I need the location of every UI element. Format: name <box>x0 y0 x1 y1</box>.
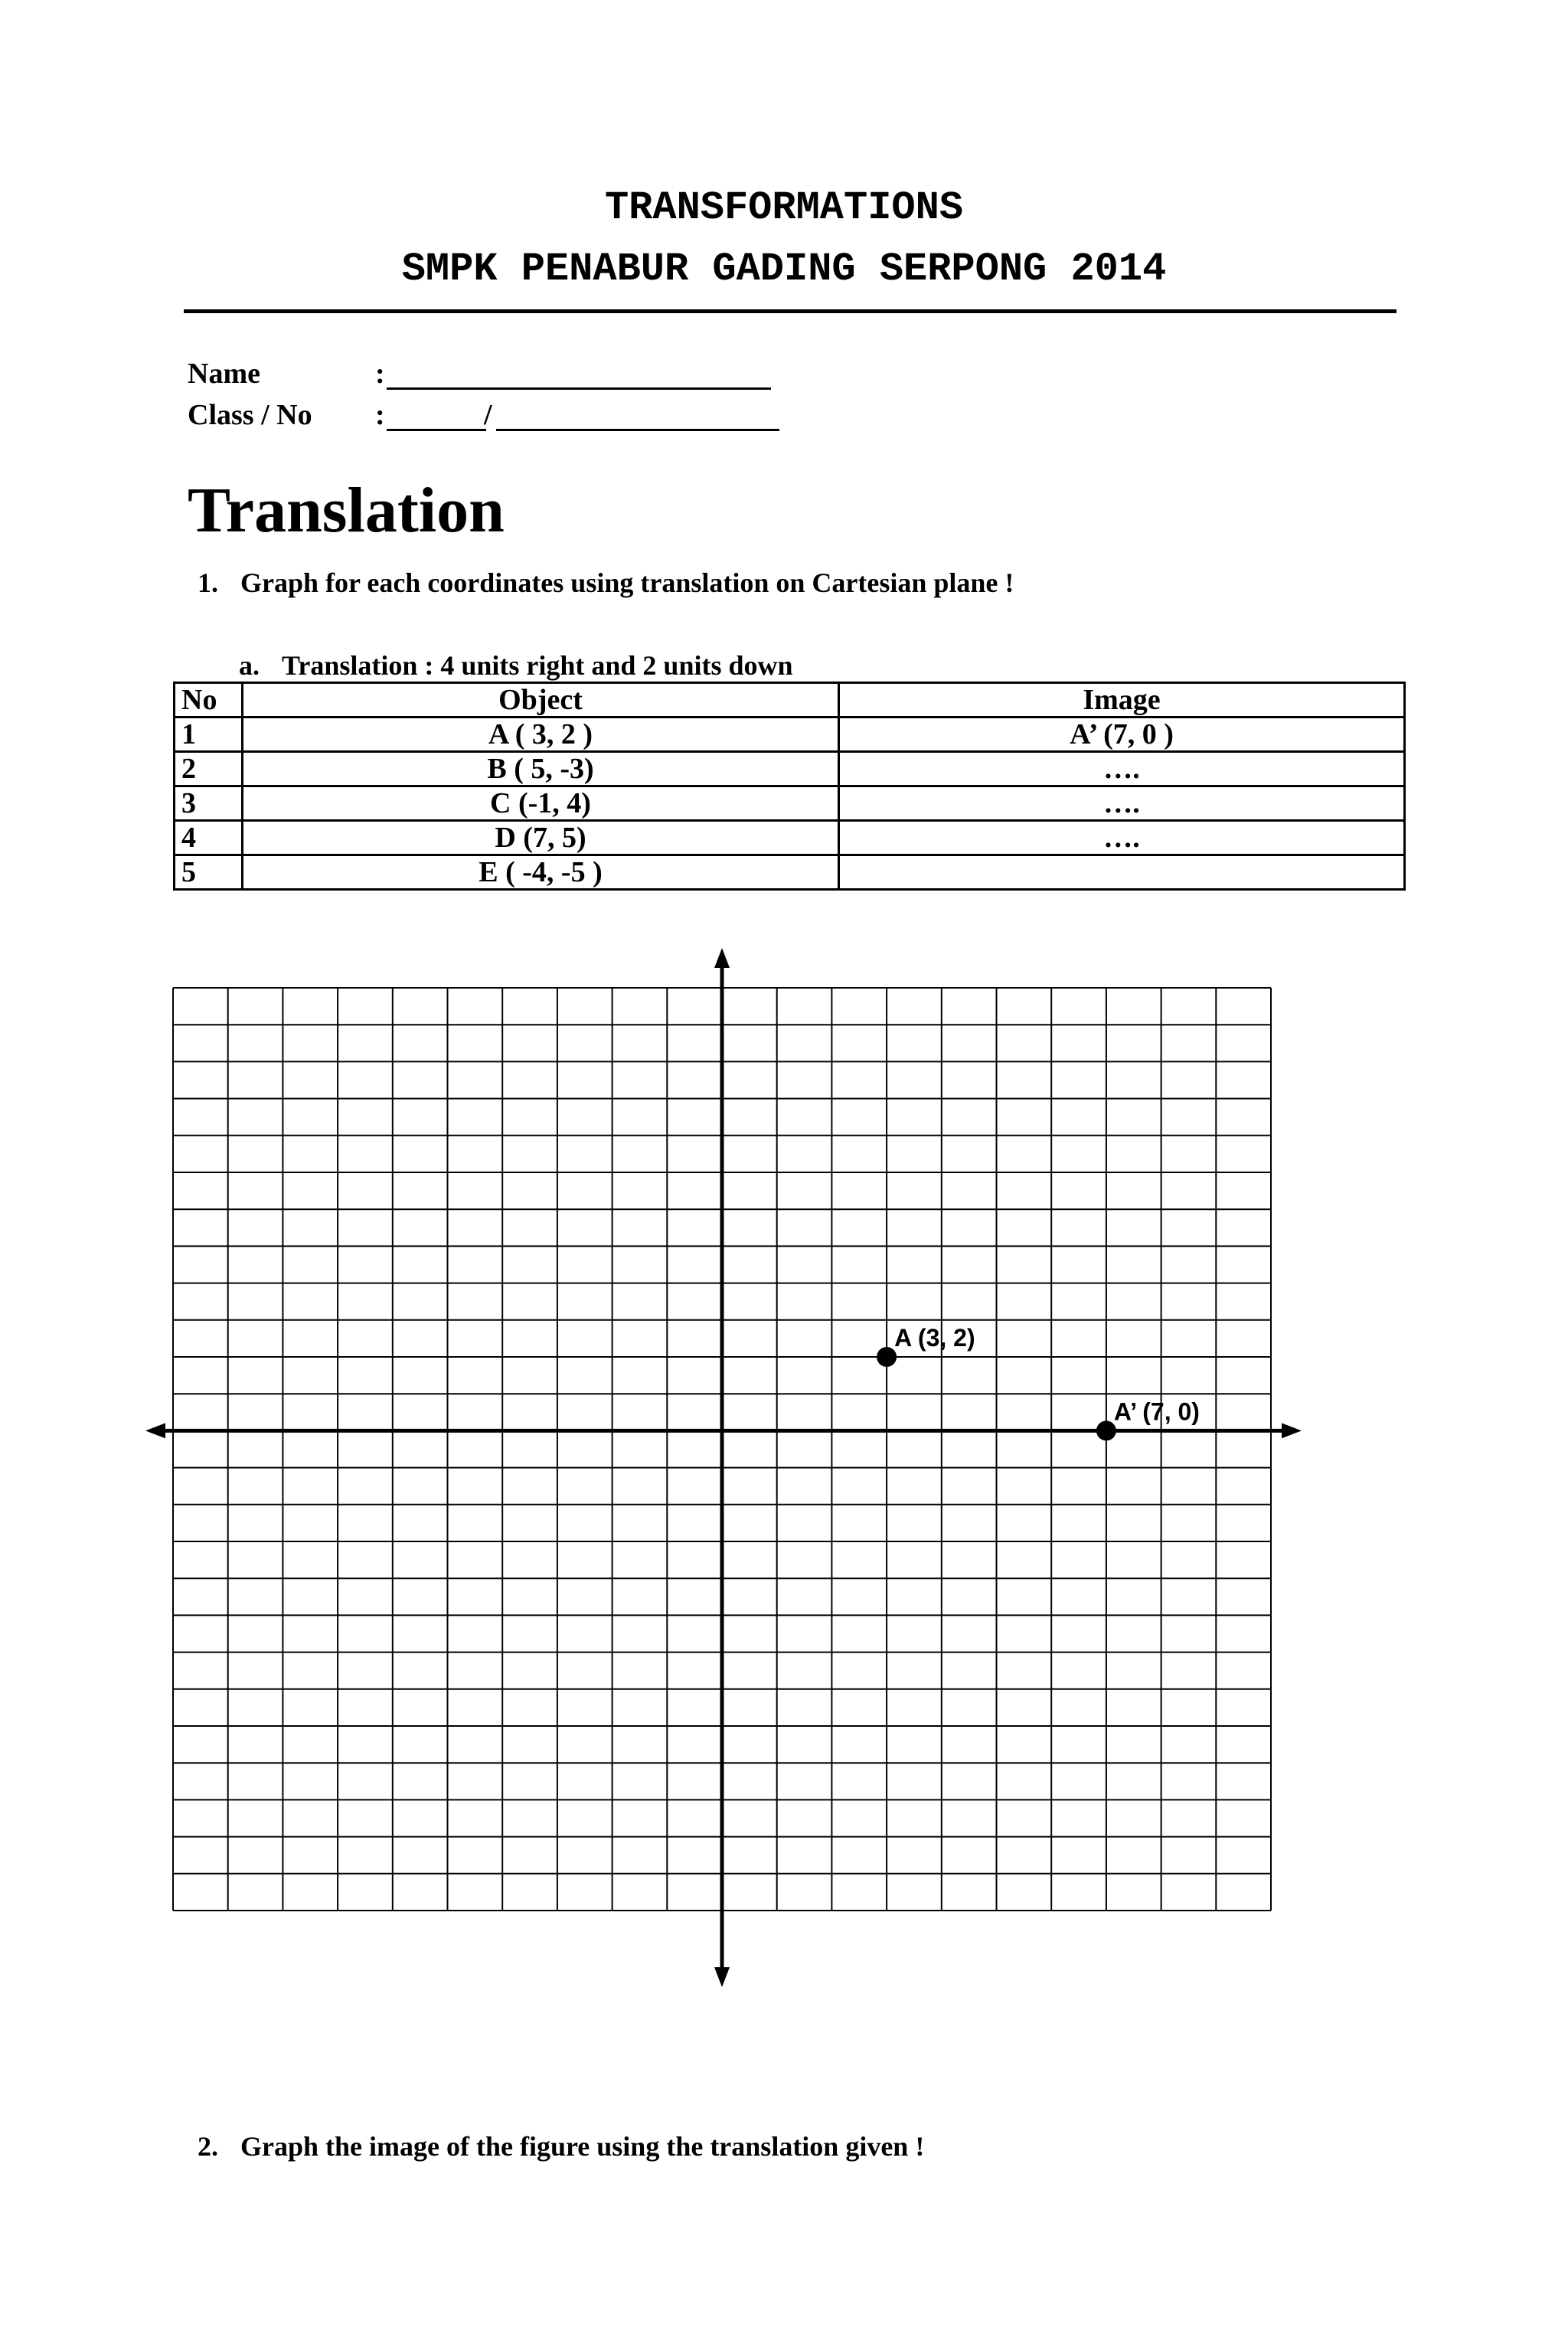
question-1-number: 1. <box>198 567 218 598</box>
table-row <box>175 718 1405 752</box>
row-no: 5 <box>175 855 243 890</box>
x-axis-left-arrow <box>145 1423 165 1438</box>
section-title: Translation <box>188 475 505 546</box>
question-2 <box>198 2130 924 2162</box>
row-no: 4 <box>175 821 243 855</box>
row-object: C (-1, 4) <box>243 786 839 821</box>
school-name: SMPK PENABUR GADING SERPONG 2014 <box>401 247 1167 292</box>
table-row <box>175 786 1405 821</box>
question-1-text: Graph for each coordinates using translation on Cartesian plane ! <box>240 567 1014 598</box>
y-axis-down-arrow <box>714 1967 730 1987</box>
subquestion-a <box>239 649 793 682</box>
row-object: B ( 5, -3) <box>243 752 839 786</box>
cartesian-plane[interactable] <box>145 942 1309 1999</box>
row-image[interactable]: A’ (7, 0 ) <box>839 718 1405 752</box>
point-label-1: A (3, 2) <box>894 1324 975 1352</box>
worksheet-title: TRANSFORMATIONS <box>604 185 964 230</box>
number-input-line[interactable] <box>496 429 779 431</box>
table-row <box>175 821 1405 855</box>
header-image: Image <box>839 683 1405 718</box>
row-no: 1 <box>175 718 243 752</box>
question-2-text: Graph the image of the figure using the translation given ! <box>240 2131 925 2162</box>
name-input-line[interactable] <box>387 387 771 390</box>
row-image[interactable]: …. <box>839 752 1405 786</box>
row-object: A ( 3, 2 ) <box>243 718 839 752</box>
row-no: 3 <box>175 786 243 821</box>
question-1 <box>198 567 1014 599</box>
translation-table <box>173 682 1406 891</box>
row-no: 2 <box>175 752 243 786</box>
row-image[interactable]: …. <box>839 821 1405 855</box>
class-label: Class / No <box>188 399 312 431</box>
row-object: D (7, 5) <box>243 821 839 855</box>
name-colon: : <box>375 358 385 390</box>
class-input-line[interactable] <box>387 429 486 431</box>
subquestion-a-text: Translation : 4 units right and 2 units down <box>282 650 793 681</box>
class-colon: : <box>375 399 385 431</box>
subquestion-a-letter: a. <box>239 650 260 681</box>
class-no-separator: / <box>484 399 492 431</box>
header-no: No <box>175 683 243 718</box>
x-axis-right-arrow <box>1282 1423 1302 1438</box>
question-2-number: 2. <box>198 2131 218 2162</box>
point-label-2: A’ (7, 0) <box>1113 1397 1200 1426</box>
row-image[interactable] <box>839 855 1405 890</box>
table-row <box>175 752 1405 786</box>
table-row <box>175 855 1405 890</box>
row-image[interactable]: …. <box>839 786 1405 821</box>
header-object: Object <box>243 683 839 718</box>
name-label: Name <box>188 358 260 390</box>
table-header-row <box>175 683 1405 718</box>
header-divider <box>184 309 1396 313</box>
row-object: E ( -4, -5 ) <box>243 855 839 890</box>
plotted-points <box>877 1324 1200 1440</box>
y-axis-up-arrow <box>714 948 730 968</box>
